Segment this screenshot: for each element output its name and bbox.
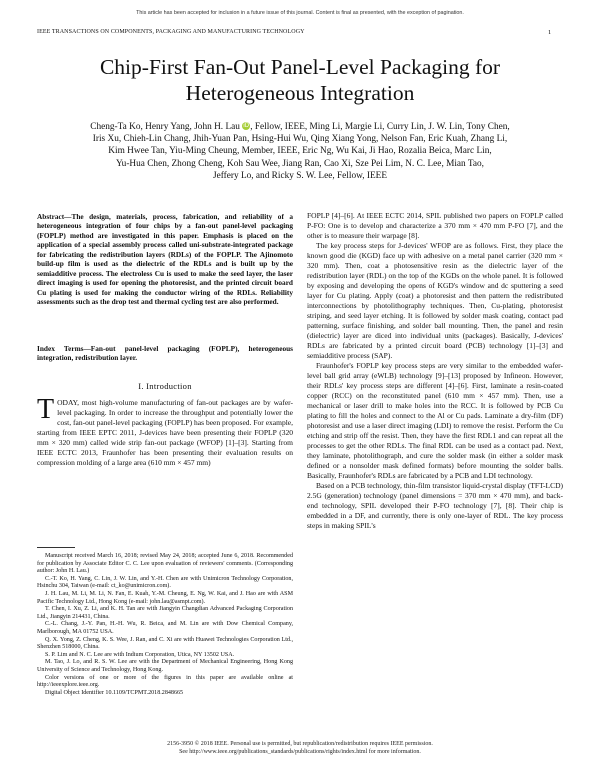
title-line-1: Chip-First Fan-Out Panel-Level Packaging for [99, 55, 501, 79]
footnotes [37, 553, 293, 697]
orcid-icon[interactable]: iD [243, 123, 250, 129]
paragraph: FOPLP [4]–[6]. At IEEE ECTC 2014, SPIL published two papers on FOPLP called P-FO: One is to develop and characterize a 370 mm × 470 mm P-FO [7], and the other is to measure their warpage [8]. [307, 211, 563, 240]
author-line-5: Jeffery Lo, and Ricky S. W. Lee, Fellow, IEEE [212, 170, 388, 181]
footnote: M. Tao, J. Lo, and R. S. W. Lee are with the Department of Mechanical Engineering, Hong Kong University of Science and Technology, Hong Kong. [37, 659, 293, 673]
footnote: C.-T. Ko, H. Yang, C. Lin, J. W. Lin, and Y.-H. Chen are with Unimicron Technology Corporation, Hsinchu 304, Taiwan (e-mail: ct_ko@unimicron.com). [37, 575, 293, 590]
acceptance-notice: This article has been accepted for inclusion in a future issue of this journal. Content is final as presented, with the exception of pagination. [136, 10, 464, 16]
author-list [40, 121, 560, 182]
footnote-divider [37, 547, 75, 548]
footnote: Q. X. Yong, Z. Cheng, K. S. Wee, J. Ran, and C. Xi are with Huawei Technologies Corporation Ltd., Shenzhen 518000, China. [37, 636, 293, 651]
footnote: J. H. Lau, M. Li, M. Li, N. Fan, E. Kuah, Y.-M. Cheung, E. Ng, W. Kai, and J. Hao are with ASM Pacific Technology Ltd., Hong Kong (e-mail: john.lau@asmpt.com). [37, 590, 293, 605]
section-heading-introduction: I. Introduction [138, 381, 192, 391]
abstract: Abstract—The design, materials, process, fabrication, and reliability of a heterogeneous integration of four chips by a fan-out panel-level packaging (FOPLP) method are investigated in this paper. Emphasis is placed on the application of a special assembly process called uni-substrate-integrated package for fabricating the redistribution layers (RDLs) of the FOPLP. The Ajinomoto build-up film is used as the dielectric of the RDLs and is built up by the semiadditive process. The electroless Cu is used to make the seed layer, the laser direct imaging is used for opening the photoresist, and the printed circuit board Cu plating is used for making the conductor wiring of the RDLs. Reliability assessments such as the drop test and thermal cycling test are also performed. [37, 212, 293, 307]
title-line-2: Heterogeneous Integration [185, 81, 415, 105]
introduction-text [37, 394, 293, 468]
paper-title [40, 54, 560, 106]
page-number: 1 [548, 29, 552, 36]
author-line-1b: , Fellow, IEEE, Ming Li, Margie Li, Curry Lin, J. W. Lin, Tony Chen, [250, 122, 510, 132]
copyright-footer [0, 740, 600, 756]
index-terms: Index Terms—Fan-out panel-level packaging (FOPLP), heterogeneous integration, redistribution layer. [37, 344, 293, 363]
paragraph: The key process steps for J-devices' WFOP are as follows. First, they place the known good die (KGD) face up with adhesive on a metal panel carrier (320 mm × 320 mm). Then, coat a photosensitive resin as the dielectric layer of the redistribution layer (RDL) on the top of the KGDs on the whole panel. It is followed by exposing and developing the opens of KGD's window and dc sputtering a seed layer for Cu plating. Apply (coat) a photoresist and then pattern the redistributed interconnections by photolithography techniques. Then, Cu-plating, photoresist striping, and seed layer etching. It is followed by solder mask coating, contact pad patterning, surface finishing, and solder ball mounting. Then, the panel and resin (dielectric) layer are diced into individual units (packages). Basically, J-devices' RDLs are fabricated by a printed circuit board (PCB) technology [1]–[3] and semiadditive process (SAP). [307, 241, 563, 360]
right-column-text [307, 211, 563, 531]
running-head: IEEE TRANSACTIONS ON COMPONENTS, PACKAGING AND MANUFACTURING TECHNOLOGY [37, 29, 305, 35]
footnote: T. Chen, I. Xu, Z. Li, and K. H. Tan are with Jiangyin Changdian Advanced Packaging Corporation Ltd., Jiangyin 214431, China. [37, 606, 293, 620]
copyright-line-2[interactable]: See http://www.ieee.org/publications_standards/publications/rights/index.html for more information. [179, 749, 421, 755]
intro-paragraph: ODAY, most high-volume manufacturing of fan-out packages are by wafer-level packaging. In order to increase the throughput and potentially lower the cost, fan-out panel-level packaging (FOPLP) has been proposed. For example, starting from IEEE EPTC 2011, J-devices have been presenting their FOPLP (320 mm × 320 mm) called wide strip fan-out package (WFOP) [1]–[3]. Starting from IEEE ECTC 2013, Fraunhofer has been presenting their evaluation results on compression molding of a large area (610 mm × 457 mm) [37, 398, 293, 467]
footnote: C.-L. Chang, J.-Y. Pan, H.-H. Wu, R. Beica, and M. Lin are with Dow Chemical Company, Marlborough, MA 01752 USA. [37, 621, 293, 635]
drop-cap: T [37, 394, 55, 425]
footnote: S. P. Lim and N. C. Lee are with Indium Corporation, Utica, NY 13502 USA. [45, 651, 235, 658]
paragraph: Based on a PCB technology, thin-film transistor liquid-crystal display (TFT-LCD) 2.5G (generation) technology (panel dimensions = 370 mm × 470 mm), and back-end technology, SPIL developed their P-FO technology [7], [8]. Their chip is embedded in a DF, and currently, there is only one-layer of RDL. The key process steps in making SPIL's [307, 481, 563, 530]
author-line-4: Yu-Hua Chen, Zhong Cheng, Koh Sau Wee, Jiang Ran, Cao Xi, Sze Pei Lim, N. C. Lee, Mian Tao, [115, 158, 484, 169]
footnote: Digital Object Identifier 10.1109/TCPMT.2018.2848665 [45, 689, 184, 696]
author-line-3: Kim Hwee Tan, Yiu-Ming Cheung, Member, IEEE, Eric Ng, Wu Kai, Ji Hao, Rozalia Beica, Marc Lin, [108, 146, 492, 157]
copyright-line-1: 2156-3950 © 2018 IEEE. Personal use is permitted, but republication/redistribution requires IEEE permission. [167, 741, 433, 747]
author-line-1a: Cheng-Ta Ko, Henry Yang, John H. Lau [90, 122, 240, 132]
footnote: Manuscript received March 16, 2018; revised May 24, 2018; accepted June 6, 2018. Recommended for publication by Associate Editor C. C. Lee upon evaluation of reviewers' comments. (Corresponding author: John H. Lau.) [37, 553, 293, 575]
author-line-2: Iris Xu, Chieh-Lin Chang, Jhih-Yuan Pan, Hsing-Hui Wu, Qing Xiang Yong, Nelson Fan, Eric Kuah, Zhang Li, [92, 134, 508, 145]
footnote: Color versions of one or more of the figures in this paper are available online at http://ieeexplore.ieee.org. [37, 674, 293, 689]
paragraph: Fraunhofer's FOPLP key process steps are very similar to the embedded wafer-level ball grid array (eWLB) technology [9]–[13] proposed by Infineon. However, their RDLs' key process steps are different [4]–[6]. First, laminate a resin-coated copper (RCC) on the reconstituted panel (610 mm × 457 mm). Then, use a mechanical or laser drill to make holes into the RCC. It is followed by PCB Cu plating to fill the holes and connect to the Al or Cu pads. Laminate a dry-film (DF) photoresist and use a laser direct imaging (LDI) to remove the resist. Perform the Cu etching and strip off the resist. Then, they have the first RDL1 and can repeat all the processes to get the other RDLs. The final RDL can be used as a contact pad. Next, they laminate, photolithograph, and cure the solder mask (in either a solder mask defined or a nonsolder mask defined formats) before mounting the solder balls. Basically, Fraunhofer's RDLs are fabricated by a PCB and LDI technology. [307, 361, 563, 480]
